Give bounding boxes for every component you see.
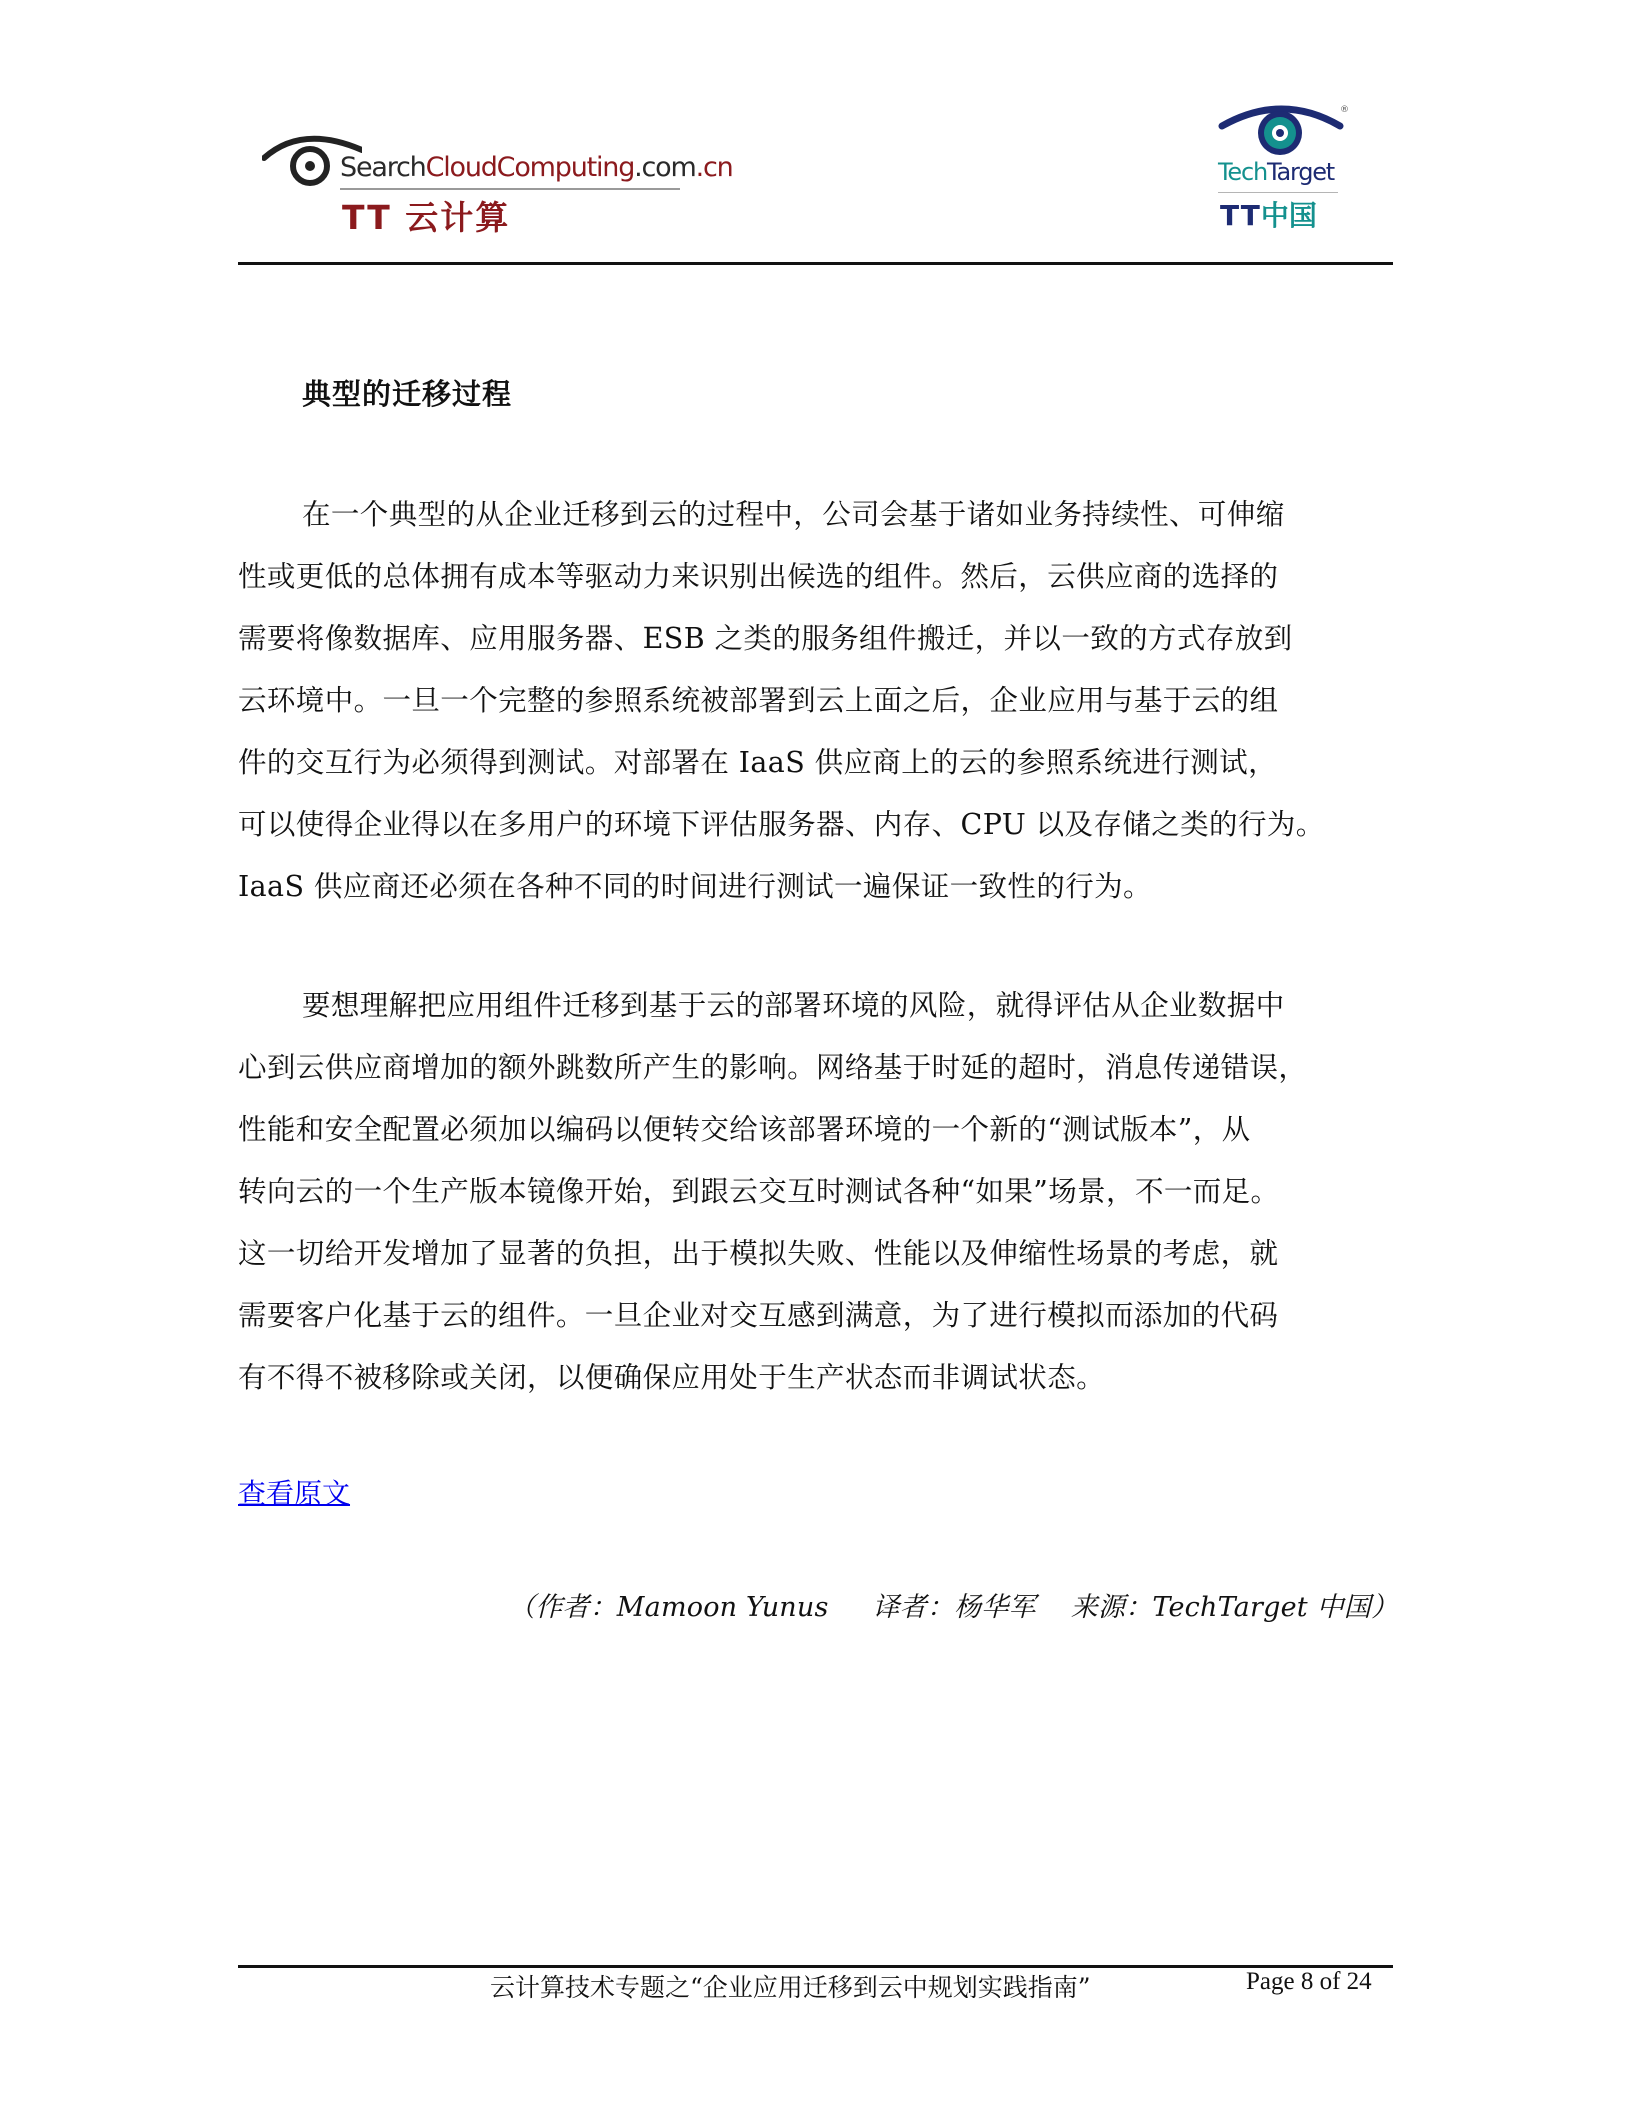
article-credits: （作者：Mamoon Yunus 译者：杨华军 来源：TechTarget 中国） — [508, 1592, 1399, 1623]
paragraph-line: 云环境中。一旦一个完整的参照系统被部署到云上面之后，企业应用与基于云的组 — [238, 684, 1279, 717]
china-mark: 中国 — [1260, 199, 1317, 232]
paragraph-line: 有不得不被移除或关闭，以便确保应用处于生产状态而非调试状态。 — [238, 1361, 1106, 1394]
techtarget-eye-icon — [1212, 100, 1352, 160]
header-rule — [238, 262, 1393, 265]
searchcloudcomputing-logo — [262, 128, 733, 237]
logo-divider — [340, 188, 680, 190]
paragraph-line: 需要将像数据库、应用服务器、ESB 之类的服务组件搬迁，并以一致的方式存放到 — [238, 622, 1293, 655]
paragraph-line: IaaS 供应商还必须在各种不同的时间进行测试一遍保证一致性的行为。 — [238, 870, 1152, 903]
paragraph-line: 这一切给开发增加了显著的负担，出于模拟失败、性能以及伸缩性场景的考虑，就 — [238, 1237, 1279, 1270]
section-heading: 典型的迁移过程 — [302, 377, 513, 411]
paragraph-line: 转向云的一个生产版本镜像开始，到跟云交互时测试各种“如果”场景，不一而足。 — [238, 1175, 1280, 1208]
footer-title: 云计算技术专题之“企业应用迁移到云中规划实践指南” — [490, 1973, 1091, 2002]
site-suffix-cn: .cn — [695, 152, 733, 183]
site-prefix: Search — [340, 152, 426, 183]
tt-china-mark — [1220, 194, 1317, 234]
paragraph-line: 要想理解把应用组件迁移到基于云的部署环境的风险，就得评估从企业数据中 — [302, 989, 1285, 1022]
wordmark-tech: Tech — [1218, 158, 1267, 186]
paragraph-line: 性能和安全配置必须加以编码以便转交给该部署环境的一个新的“测试版本”，从 — [238, 1113, 1251, 1146]
site-brand: CloudComputing — [425, 152, 635, 183]
wordmark-target: Target — [1266, 158, 1335, 186]
tt-mark: TT — [1220, 199, 1261, 232]
page-number: Page 8 of 24 — [1246, 1968, 1372, 1995]
techtarget-logo — [1212, 100, 1352, 235]
paragraph-line: 性或更低的总体拥有成本等驱动力来识别出候选的组件。然后，云供应商的选择的 — [238, 560, 1279, 593]
techtarget-wordmark — [1218, 158, 1334, 186]
paragraph-line: 需要客户化基于云的组件。一旦企业对交互感到满意，为了进行模拟而添加的代码 — [238, 1299, 1279, 1332]
paragraph-line: 在一个典型的从企业迁移到云的过程中，公司会基于诸如业务持续性、可伸缩 — [302, 498, 1285, 531]
site-suffix: .com — [634, 152, 696, 183]
svg-text:®: ® — [1340, 105, 1349, 115]
paragraph-1 — [238, 484, 1398, 918]
paragraph-2 — [238, 975, 1398, 1409]
logo-divider — [1218, 192, 1338, 193]
paragraph-line: 可以使得企业得以在多用户的环境下评估服务器、内存、CPU 以及存储之类的行为。 — [238, 808, 1325, 841]
paragraph-line: 心到云供应商增加的额外跳数所产生的影响。网络基于时延的超时，消息传递错误， — [238, 1051, 1308, 1084]
logo-tagline: TT 云计算 — [342, 198, 511, 237]
view-original-link[interactable]: 查看原文 — [238, 1477, 351, 1510]
paragraph-line: 件的交互行为必须得到测试。对部署在 IaaS 供应商上的云的参照系统进行测试， — [238, 746, 1277, 779]
site-name — [340, 152, 733, 183]
